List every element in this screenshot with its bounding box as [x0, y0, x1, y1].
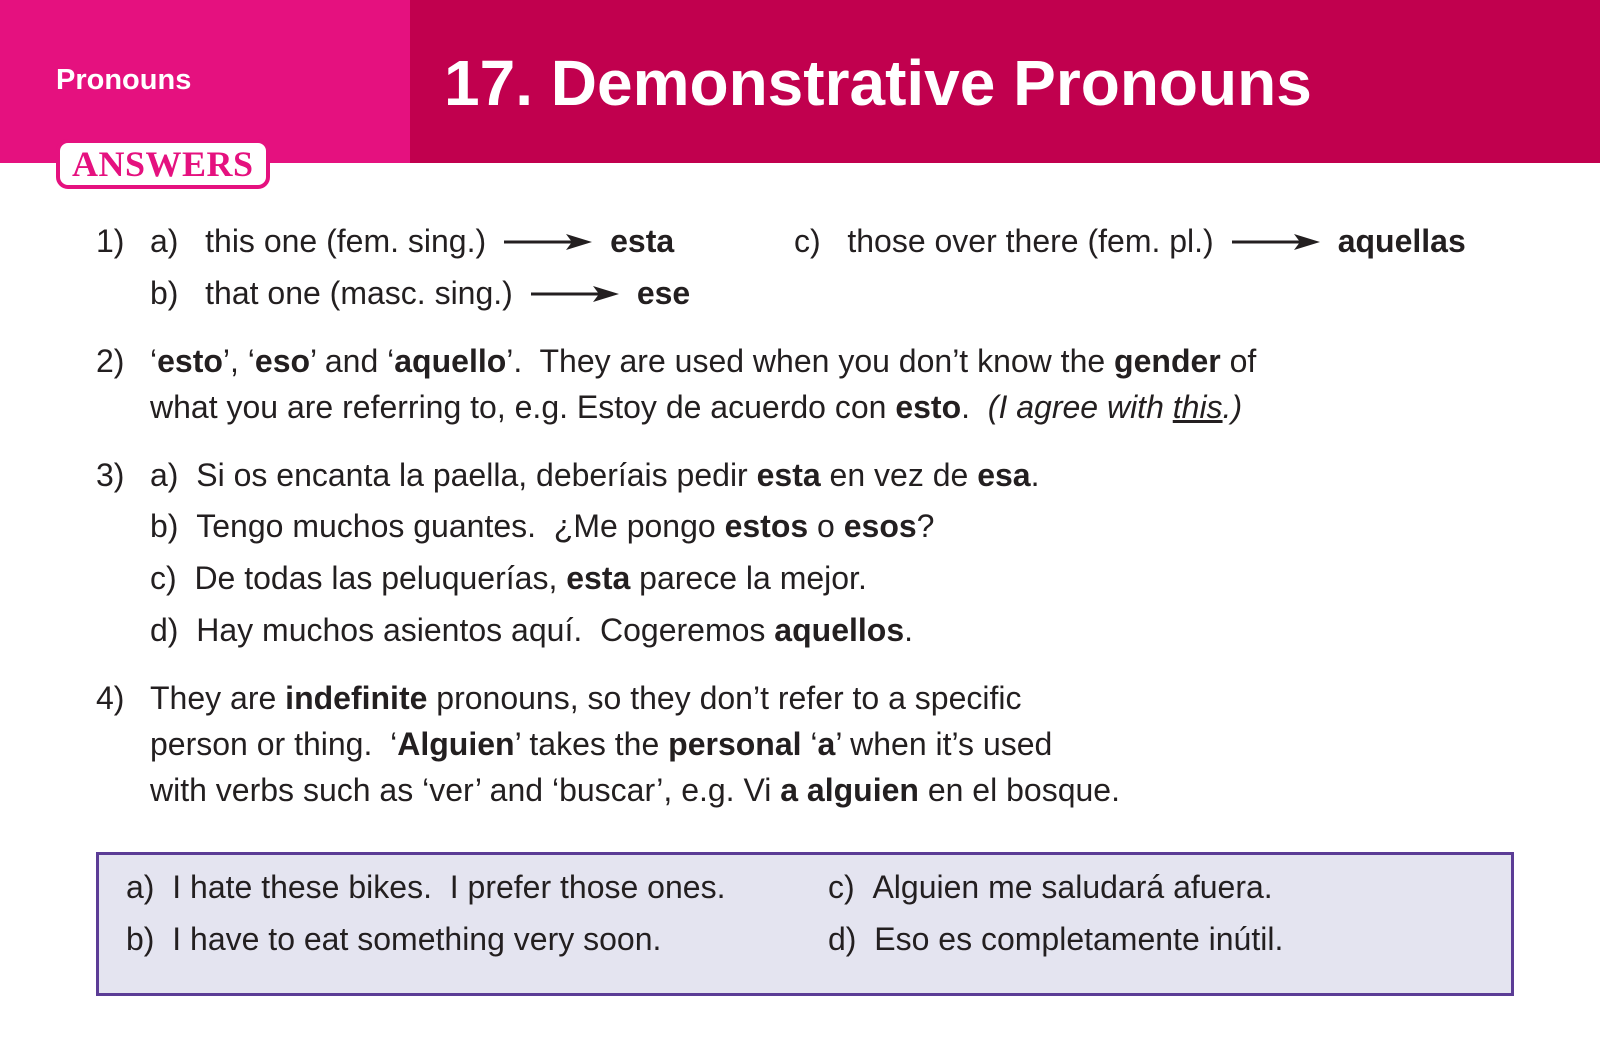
- item-letter: c): [828, 869, 855, 905]
- text: .: [961, 389, 970, 425]
- item-letter: b): [126, 921, 155, 957]
- q3-item-b: [150, 506, 934, 546]
- q1-item-a: [150, 221, 674, 261]
- quote: ‘: [150, 343, 158, 379]
- bold-word: estos: [724, 508, 809, 544]
- text: .: [1030, 457, 1040, 493]
- item-letter: a): [150, 223, 179, 259]
- q3-item-a: [150, 455, 1039, 495]
- bold-word: esa: [977, 457, 1031, 493]
- text: ’ when it’s used: [835, 726, 1053, 762]
- question-number-3: 3): [96, 457, 125, 493]
- box-item-d: [828, 919, 1283, 959]
- bold-word: a alguien: [780, 772, 919, 808]
- answers-badge: ANSWERS: [56, 139, 270, 189]
- item-answer: aquellas: [1337, 223, 1466, 259]
- arrow-right-icon: [1232, 233, 1320, 251]
- bold-word: esto: [895, 389, 962, 425]
- arrow-right-icon: [531, 285, 619, 303]
- q3-item-c: [150, 558, 867, 598]
- question-number-4: 4): [96, 680, 125, 716]
- text: They are: [150, 680, 286, 716]
- item-letter: d): [828, 921, 857, 957]
- text: with verbs such as ‘ver’ and ‘buscar’, e.g. Vi: [150, 772, 781, 808]
- q2-line-2: [150, 387, 1242, 427]
- bold-word: esos: [843, 508, 917, 544]
- box-item-c: [828, 867, 1273, 907]
- bold-word: aquellos: [774, 612, 905, 648]
- text: .: [904, 612, 913, 648]
- text: ’. They are used when you don’t know the: [506, 343, 1115, 379]
- text: De todas las peluquerías,: [194, 560, 567, 596]
- bold-word: esta: [756, 457, 821, 493]
- item-letter: a): [150, 457, 179, 493]
- q4-line-3: [150, 770, 1120, 810]
- text: Hay muchos asientos aquí. Cogeremos: [196, 612, 775, 648]
- item-letter: c): [150, 560, 177, 596]
- bold-word: aquello: [394, 343, 507, 379]
- item-letter: b): [150, 508, 179, 544]
- text: Eso es completamente inútil.: [874, 921, 1284, 957]
- text: ’, ‘: [222, 343, 255, 379]
- text: en el bosque.: [918, 772, 1120, 808]
- q4-line-1: [150, 678, 1022, 718]
- item-letter: b): [150, 275, 179, 311]
- text: Si os encanta la paella, deberíais pedir: [196, 457, 757, 493]
- q4-line-2: [150, 724, 1052, 764]
- item-prompt: this one (fem. sing.): [205, 223, 487, 259]
- item-answer: ese: [636, 275, 691, 311]
- bold-word: indefinite: [285, 680, 428, 716]
- text: pronouns, so they don’t refer to a specific: [427, 680, 1022, 716]
- box-item-b: [126, 919, 661, 959]
- text: ’ and ‘: [310, 343, 395, 379]
- item-answer: esta: [610, 223, 675, 259]
- bold-word: eso: [254, 343, 311, 379]
- text: Alguien me saludará afuera.: [872, 869, 1273, 905]
- q2-line-1: [150, 341, 1256, 381]
- text: what you are referring to, e.g. Estoy de acuerdo con: [150, 389, 896, 425]
- text: parece la mejor.: [630, 560, 867, 596]
- text: of: [1220, 343, 1257, 379]
- underlined-word: this: [1172, 389, 1223, 425]
- page-title: 17. Demonstrative Pronouns: [444, 47, 1312, 119]
- item-letter: a): [126, 869, 155, 905]
- section-label: Pronouns: [56, 64, 192, 96]
- bold-word: esta: [566, 560, 631, 596]
- box-item-a: [126, 867, 725, 907]
- text: ‘: [801, 726, 818, 762]
- text: I hate these bikes. I prefer those ones.: [172, 869, 726, 905]
- item-letter: c): [794, 223, 821, 259]
- q1-item-c: [794, 221, 1466, 261]
- item-prompt: that one (masc. sing.): [205, 275, 513, 311]
- text: .): [1222, 389, 1243, 425]
- question-number-2: 2): [96, 343, 125, 379]
- text: Tengo muchos guantes. ¿Me pongo: [196, 508, 725, 544]
- text: o: [808, 508, 844, 544]
- text: en vez de: [820, 457, 978, 493]
- arrow-right-icon: [504, 233, 592, 251]
- bold-word: gender: [1114, 343, 1221, 379]
- bold-word: a: [817, 726, 836, 762]
- question-number-1: 1): [96, 223, 125, 259]
- item-letter: d): [150, 612, 179, 648]
- q3-item-d: [150, 610, 913, 650]
- text: person or thing. ‘: [150, 726, 398, 762]
- bold-word: Alguien: [397, 726, 515, 762]
- q1-item-b: [150, 273, 690, 313]
- text: ’ takes the: [514, 726, 669, 762]
- text: ?: [916, 508, 935, 544]
- text: (I agree with: [970, 389, 1173, 425]
- item-prompt: those over there (fem. pl.): [847, 223, 1214, 259]
- text: I have to eat something very soon.: [172, 921, 662, 957]
- bold-word: personal: [668, 726, 802, 762]
- translation: [970, 389, 1242, 425]
- bold-word: esto: [157, 343, 223, 379]
